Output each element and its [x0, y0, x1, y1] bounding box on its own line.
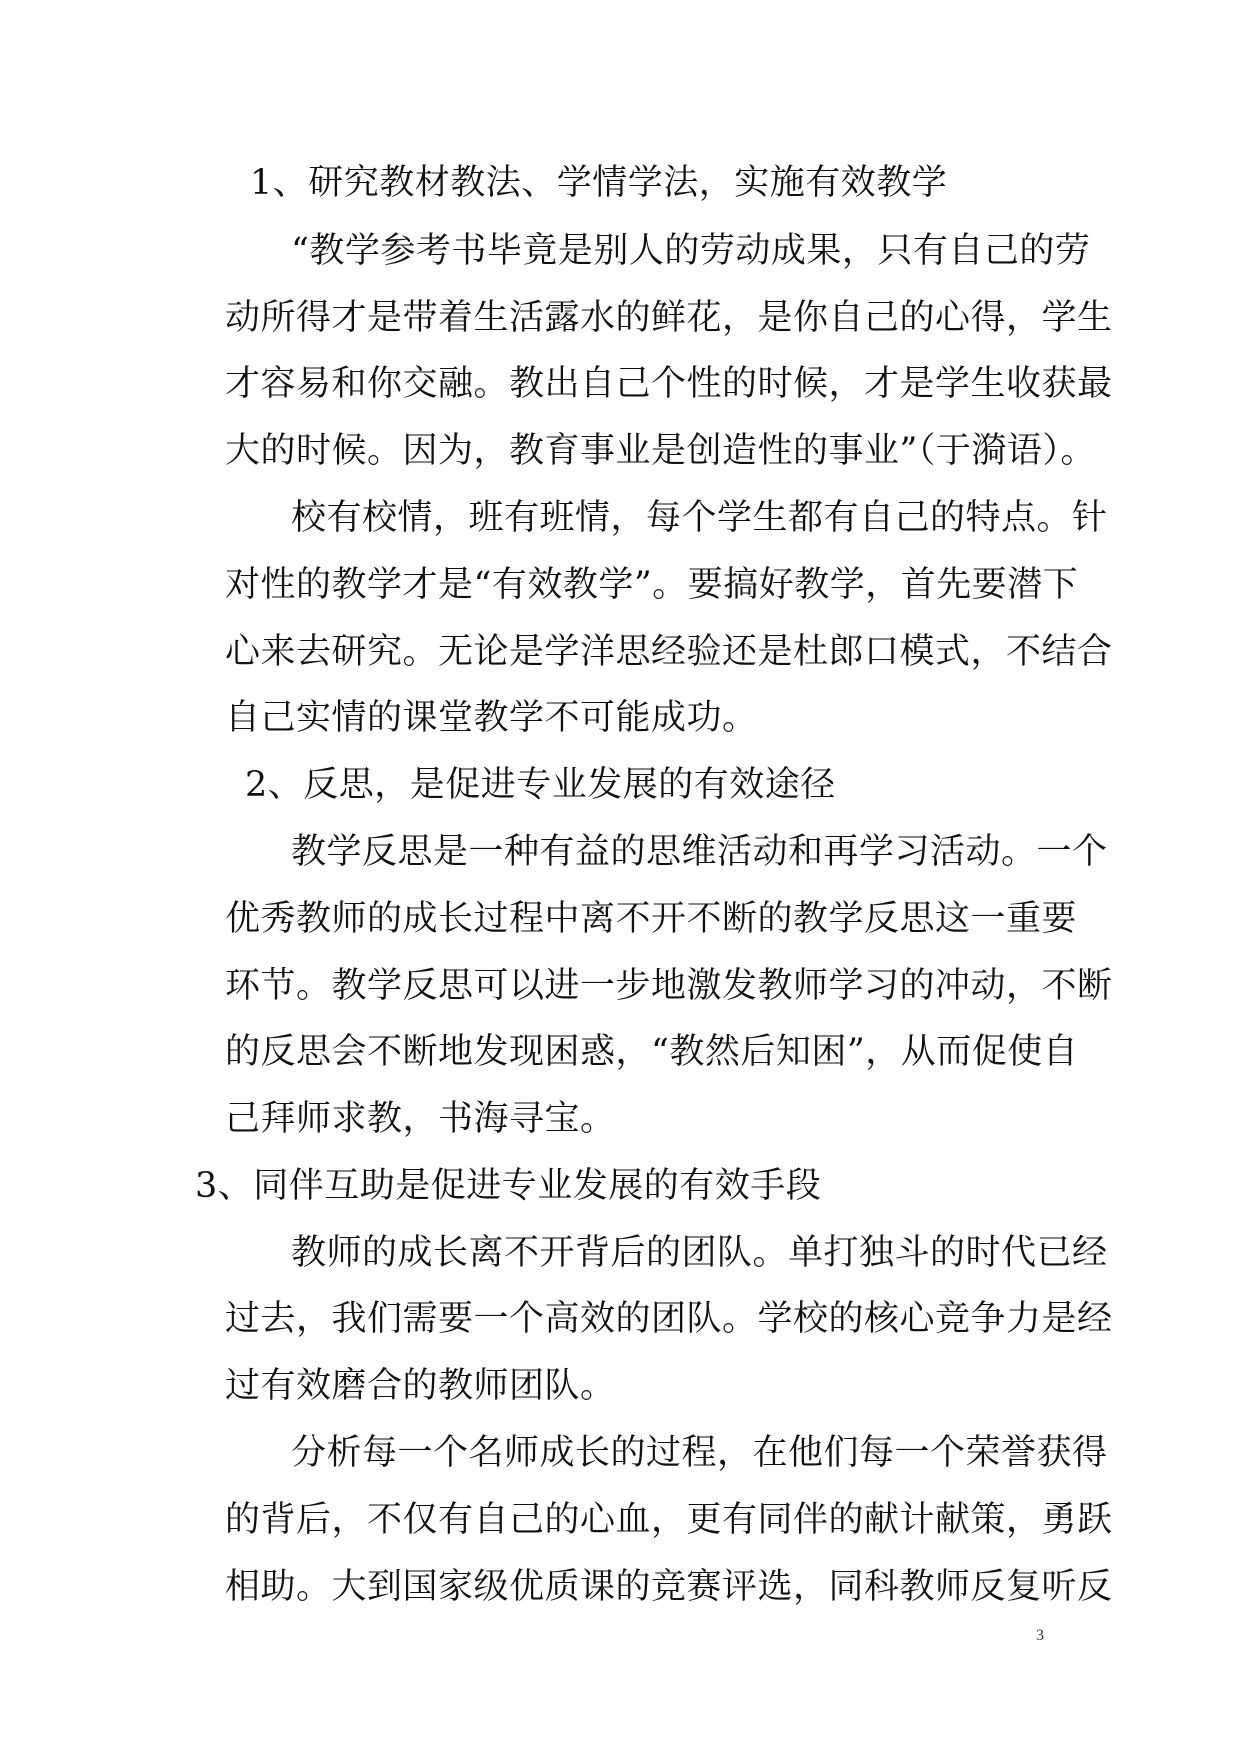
paragraph-line: 校有校情，班有班情，每个学生都有自己的特点。针: [291, 498, 1108, 538]
paragraph-line: 自己实情的课堂教学不可能成功。: [225, 698, 758, 738]
heading-2: 2、反思，是促进专业发展的有效途径: [245, 765, 836, 805]
paragraph-line: 过去，我们需要一个高效的团队。学校的核心竞争力是经: [225, 1299, 1113, 1339]
paragraph-line: 己拜师求教，书海寻宝。: [225, 1099, 616, 1139]
paragraph-line: 大的时候。因为，教育事业是创造性的事业”（于漪语）。: [225, 431, 1096, 471]
heading-3: 3、同伴互助是促进专业发展的有效手段: [195, 1166, 822, 1206]
paragraph-line: 才容易和你交融。教出自己个性的时候，才是学生收获最: [225, 364, 1113, 404]
paragraph-line: 对性的教学才是“有效教学”。要搞好教学，首先要潜下: [225, 565, 1079, 605]
paragraph-line: “教学参考书毕竟是别人的劳动成果，只有自己的劳: [291, 231, 1091, 271]
page-number: 3: [1036, 1627, 1044, 1644]
paragraph-line: 环节。教学反思可以进一步地激发教师学习的冲动，不断: [225, 966, 1113, 1006]
paragraph-line: 教师的成长离不开背后的团队。单打独斗的时代已经: [291, 1233, 1108, 1273]
paragraph-line: 教学反思是一种有益的思维活动和再学习活动。一个: [291, 832, 1108, 872]
paragraph-line: 分析每一个名师成长的过程，在他们每一个荣誉获得: [291, 1433, 1108, 1473]
heading-1: 1、研究教材教法、学情学法，实施有效教学: [250, 163, 948, 203]
paragraph-line: 相助。大到国家级优质课的竞赛评选，同科教师反复听反: [225, 1567, 1113, 1607]
paragraph-line: 的反思会不断地发现困惑，“教然后知困”，从而促使自: [225, 1032, 1079, 1072]
paragraph-line: 心来去研究。无论是学洋思经验还是杜郎口模式，不结合: [225, 632, 1113, 672]
paragraph-line: 的背后，不仅有自己的心血，更有同伴的献计献策，勇跃: [225, 1500, 1113, 1540]
paragraph-line: 动所得才是带着生活露水的鲜花，是你自己的心得，学生: [225, 298, 1113, 338]
paragraph-line: 过有效磨合的教师团队。: [225, 1366, 616, 1406]
paragraph-line: 优秀教师的成长过程中离不开不断的教学反思这一重要: [225, 899, 1078, 939]
